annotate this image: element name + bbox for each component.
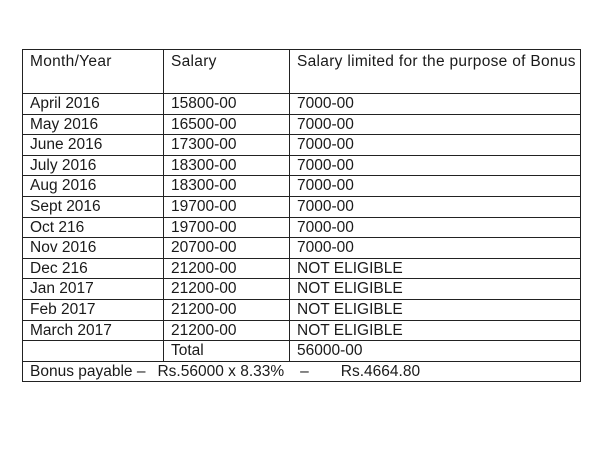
cell-limited: NOT ELIGIBLE	[290, 279, 581, 300]
cell-month: July 2016	[23, 155, 164, 176]
cell-limited: 7000-00	[290, 114, 581, 135]
table-row	[23, 258, 581, 279]
bonus-table	[22, 49, 581, 382]
bonus-payable-cell	[23, 361, 581, 382]
bonus-payable-label: Bonus payable –	[30, 362, 146, 380]
table-row	[23, 238, 581, 259]
table-row	[23, 114, 581, 135]
cell-salary: 18300-00	[164, 176, 290, 197]
cell-month: May 2016	[23, 114, 164, 135]
cell-limited: NOT ELIGIBLE	[290, 258, 581, 279]
cell-limited: 7000-00	[290, 217, 581, 238]
cell-month: Feb 2017	[23, 299, 164, 320]
bonus-payable-result: Rs.4664.80	[340, 362, 421, 380]
table-row	[23, 155, 581, 176]
cell-month: Sept 2016	[23, 196, 164, 217]
cell-salary: 19700-00	[164, 217, 290, 238]
cell-salary: 18300-00	[164, 155, 290, 176]
cell-limited: 7000-00	[290, 94, 581, 115]
table-header-row	[23, 50, 581, 94]
header-month-year: Month/Year	[23, 50, 164, 94]
cell-limited: NOT ELIGIBLE	[290, 299, 581, 320]
bonus-payable-dash: –	[300, 362, 309, 380]
cell-month: Jan 2017	[23, 279, 164, 300]
cell-month: June 2016	[23, 135, 164, 156]
cell-limited: NOT ELIGIBLE	[290, 320, 581, 341]
bonus-payable-row	[23, 361, 581, 382]
table-row	[23, 299, 581, 320]
cell-month: March 2017	[23, 320, 164, 341]
cell-limited: 7000-00	[290, 155, 581, 176]
cell-month: Dec 216	[23, 258, 164, 279]
total-row	[23, 341, 581, 362]
cell-month: Nov 2016	[23, 238, 164, 259]
header-salary-limited: Salary limited for the purpose of Bonus	[290, 50, 581, 94]
table-row	[23, 176, 581, 197]
total-empty-cell	[23, 341, 164, 362]
table-row	[23, 279, 581, 300]
table-row	[23, 135, 581, 156]
cell-salary: 21200-00	[164, 258, 290, 279]
cell-salary: 16500-00	[164, 114, 290, 135]
cell-salary: 19700-00	[164, 196, 290, 217]
table-row	[23, 217, 581, 238]
cell-month: Aug 2016	[23, 176, 164, 197]
cell-limited: 7000-00	[290, 238, 581, 259]
cell-salary: 21200-00	[164, 320, 290, 341]
cell-salary: 15800-00	[164, 94, 290, 115]
cell-limited: 7000-00	[290, 135, 581, 156]
header-salary: Salary	[164, 50, 290, 94]
total-label: Total	[164, 341, 290, 362]
total-value: 56000-00	[290, 341, 581, 362]
table-row	[23, 320, 581, 341]
table-row	[23, 196, 581, 217]
cell-salary: 20700-00	[164, 238, 290, 259]
cell-salary: 21200-00	[164, 299, 290, 320]
cell-month: Oct 216	[23, 217, 164, 238]
cell-limited: 7000-00	[290, 176, 581, 197]
cell-salary: 21200-00	[164, 279, 290, 300]
cell-salary: 17300-00	[164, 135, 290, 156]
table-row	[23, 94, 581, 115]
cell-limited: 7000-00	[290, 196, 581, 217]
cell-month: April 2016	[23, 94, 164, 115]
bonus-payable-formula: Rs.56000 x 8.33%	[157, 362, 285, 380]
